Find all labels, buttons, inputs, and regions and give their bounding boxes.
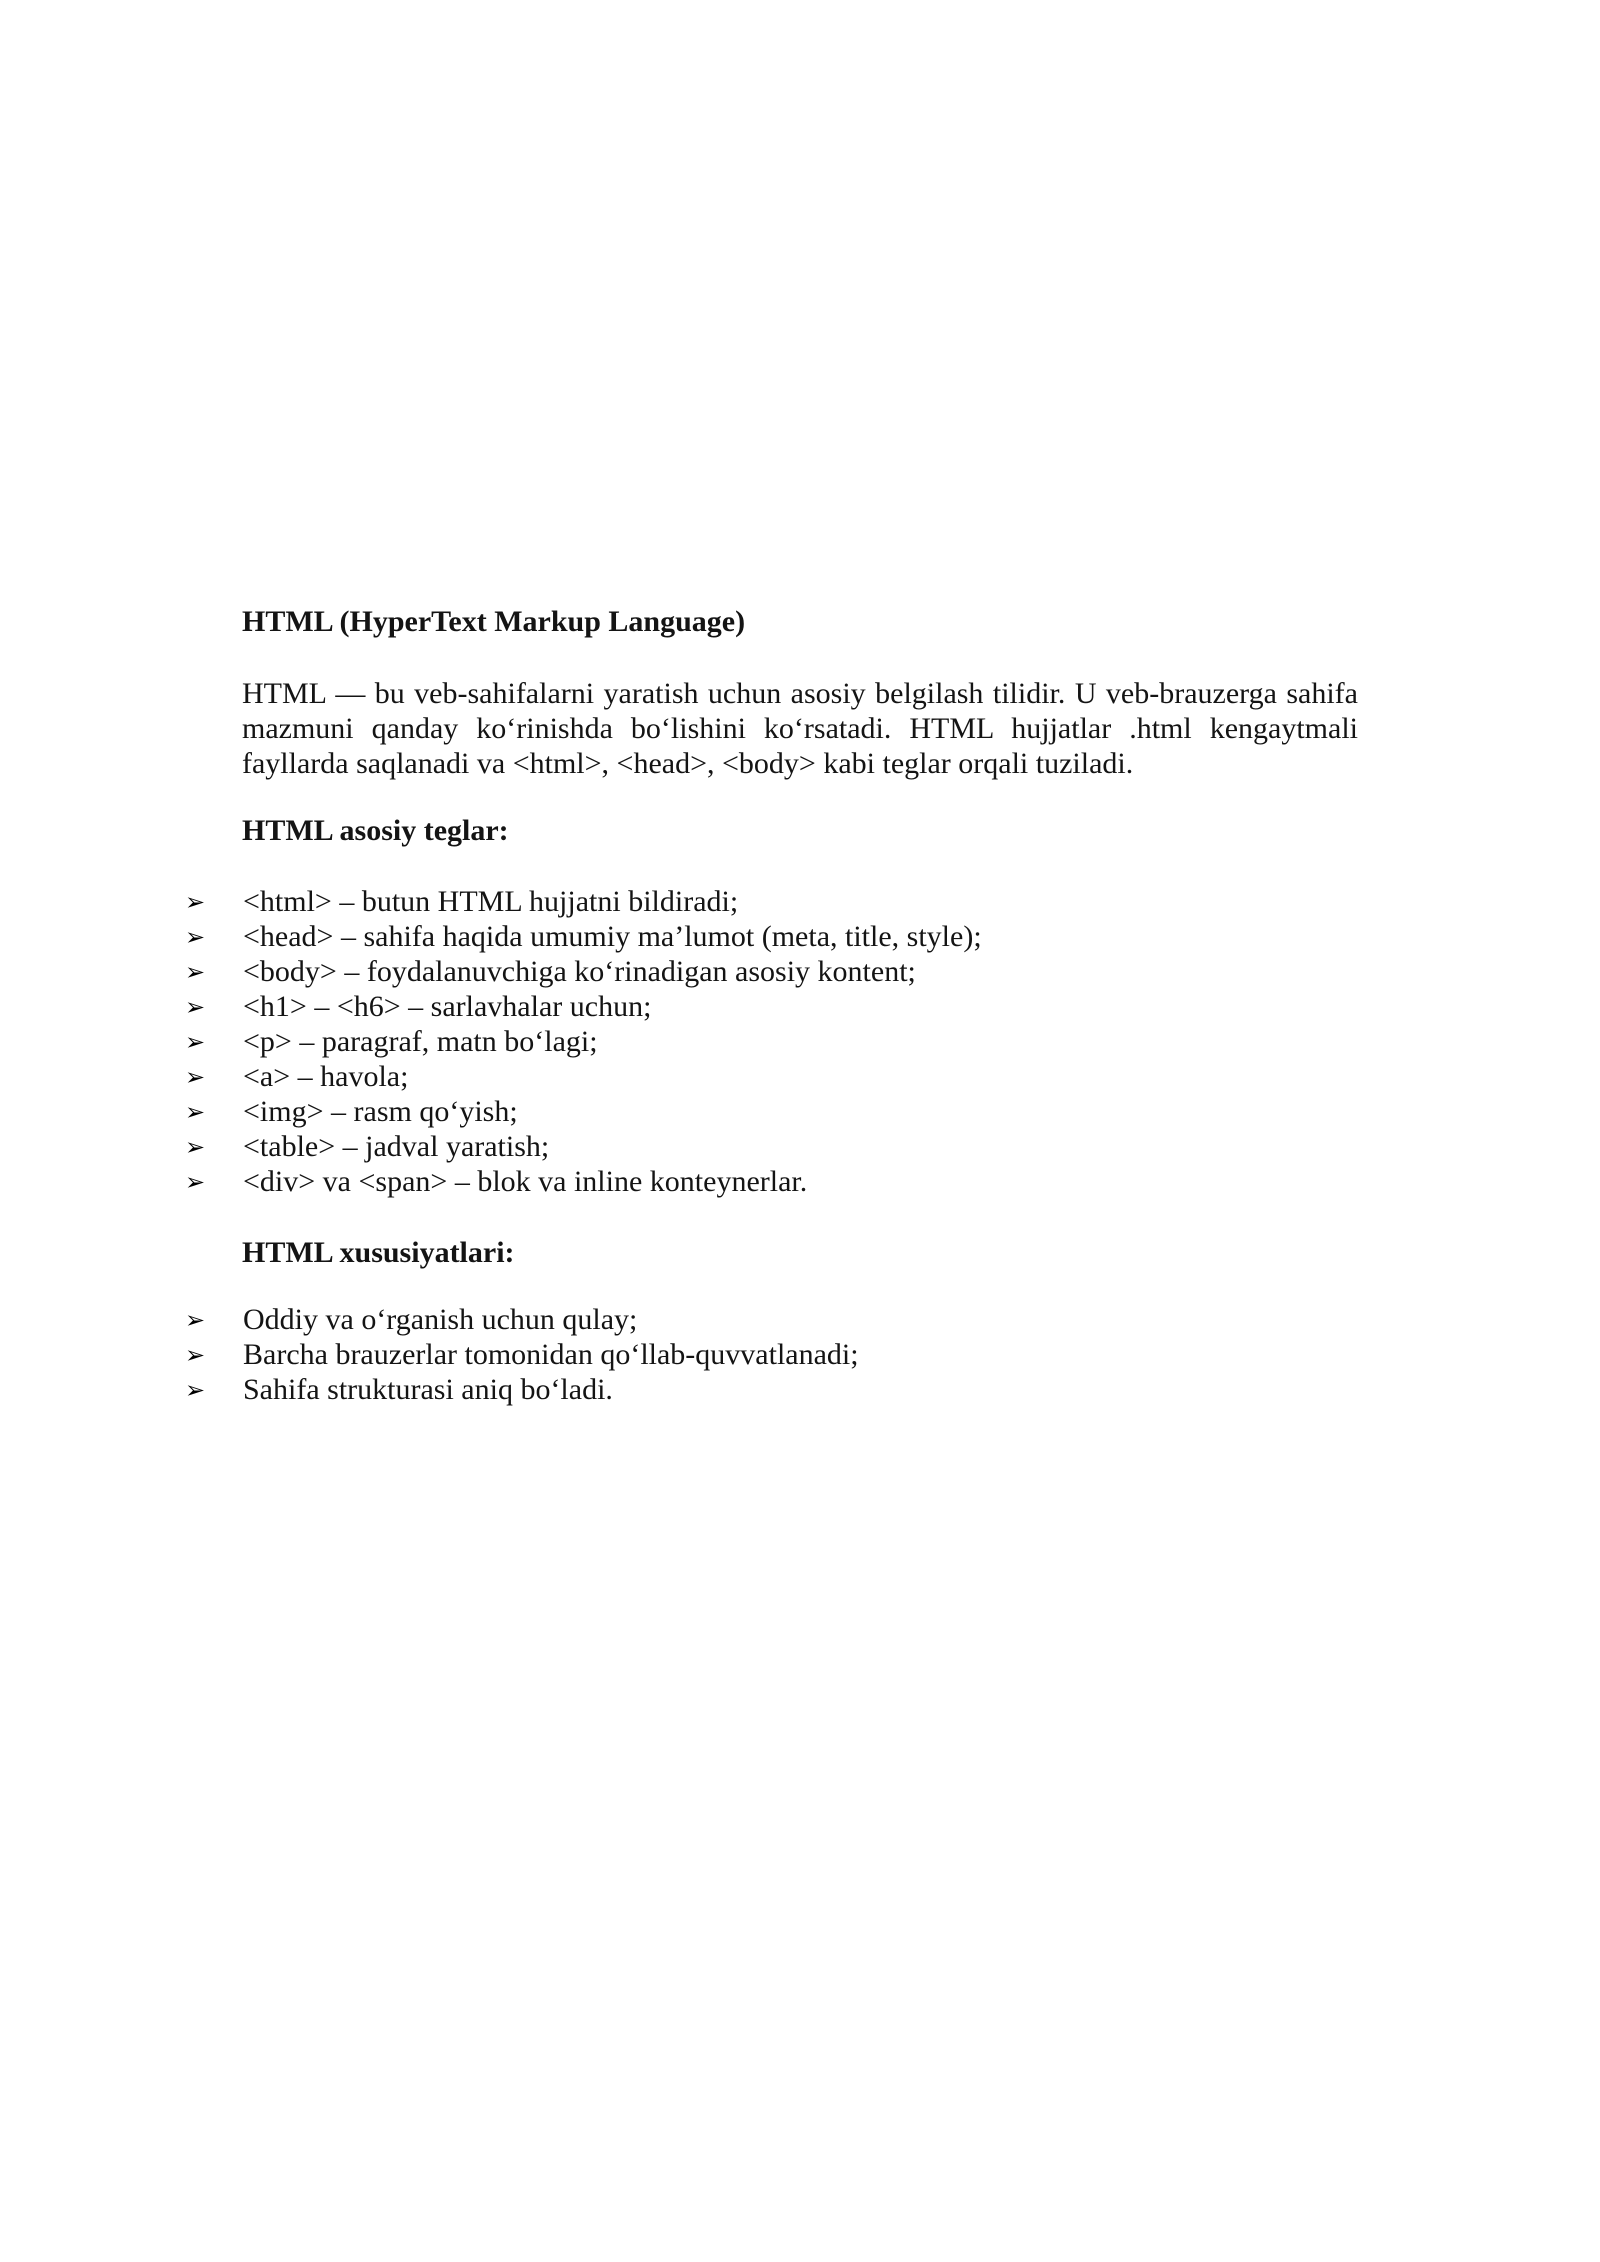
list-item-text: <head> – sahifa haqida umumiy ma’lumot (meta, title, style); <box>243 920 982 953</box>
list-item-text: Sahifa strukturasi aniq bo‘ladi. <box>243 1373 613 1406</box>
list-item-text: <table> – jadval yaratish; <box>243 1130 550 1163</box>
arrow-bullet-icon: ➢ <box>185 923 206 951</box>
list-item-text: Oddiy va o‘rganish uchun qulay; <box>243 1303 638 1336</box>
arrow-bullet-icon: ➢ <box>185 1098 206 1126</box>
list-item <box>185 1164 982 1199</box>
arrow-bullet-icon: ➢ <box>185 1028 206 1056</box>
arrow-bullet-icon: ➢ <box>185 1376 206 1404</box>
arrow-bullet-icon: ➢ <box>185 1168 206 1196</box>
list-item-text: <div> va <span> – blok va inline konteynerlar. <box>243 1165 808 1198</box>
list-item <box>185 1372 859 1407</box>
section-heading-basic-tags: HTML asosiy teglar: <box>242 814 509 847</box>
paragraph-line: mazmuni qanday ko‘rinishda bo‘lishini ko‘rsatadi. HTML hujjatlar .html kengaytmali <box>242 712 1358 745</box>
bullet-list-features <box>185 1302 859 1407</box>
list-item-text: <html> – butun HTML hujjatni bildiradi; <box>243 885 739 918</box>
list-item-text: <body> – foydalanuvchiga ko‘rinadigan asosiy kontent; <box>243 955 916 988</box>
arrow-bullet-icon: ➢ <box>185 958 206 986</box>
list-item <box>185 1129 982 1164</box>
paragraph-line: HTML — bu veb-sahifalarni yaratish uchun asosiy belgilash tilidir. U veb-brauzerga sahifa <box>242 677 1358 710</box>
arrow-bullet-icon: ➢ <box>185 1341 206 1369</box>
document-title: HTML (HyperText Markup Language) <box>242 605 746 638</box>
arrow-bullet-icon: ➢ <box>185 1063 206 1091</box>
list-item <box>185 884 982 919</box>
list-item <box>185 1024 982 1059</box>
arrow-bullet-icon: ➢ <box>185 888 206 916</box>
list-item <box>185 1094 982 1129</box>
list-item <box>185 919 982 954</box>
list-item-text: Barcha brauzerlar tomonidan qo‘llab-quvvatlanadi; <box>243 1338 859 1371</box>
list-item <box>185 989 982 1024</box>
list-item <box>185 954 982 989</box>
list-item-text: <p> – paragraf, matn bo‘lagi; <box>243 1025 598 1058</box>
section-heading-features: HTML xususiyatlari: <box>242 1236 515 1269</box>
list-item <box>185 1059 982 1094</box>
arrow-bullet-icon: ➢ <box>185 1133 206 1161</box>
list-item <box>185 1337 859 1372</box>
arrow-bullet-icon: ➢ <box>185 993 206 1021</box>
arrow-bullet-icon: ➢ <box>185 1306 206 1334</box>
list-item <box>185 1302 859 1337</box>
bullet-list-basic-tags <box>185 884 982 1199</box>
list-item-text: <a> – havola; <box>243 1060 409 1093</box>
list-item-text: <img> – rasm qo‘yish; <box>243 1095 518 1128</box>
paragraph-line: fayllarda saqlanadi va <html>, <head>, <body> kabi teglar orqali tuziladi. <box>242 747 1134 780</box>
list-item-text: <h1> – <h6> – sarlavhalar uchun; <box>243 990 652 1023</box>
intro-paragraph <box>242 676 1358 781</box>
